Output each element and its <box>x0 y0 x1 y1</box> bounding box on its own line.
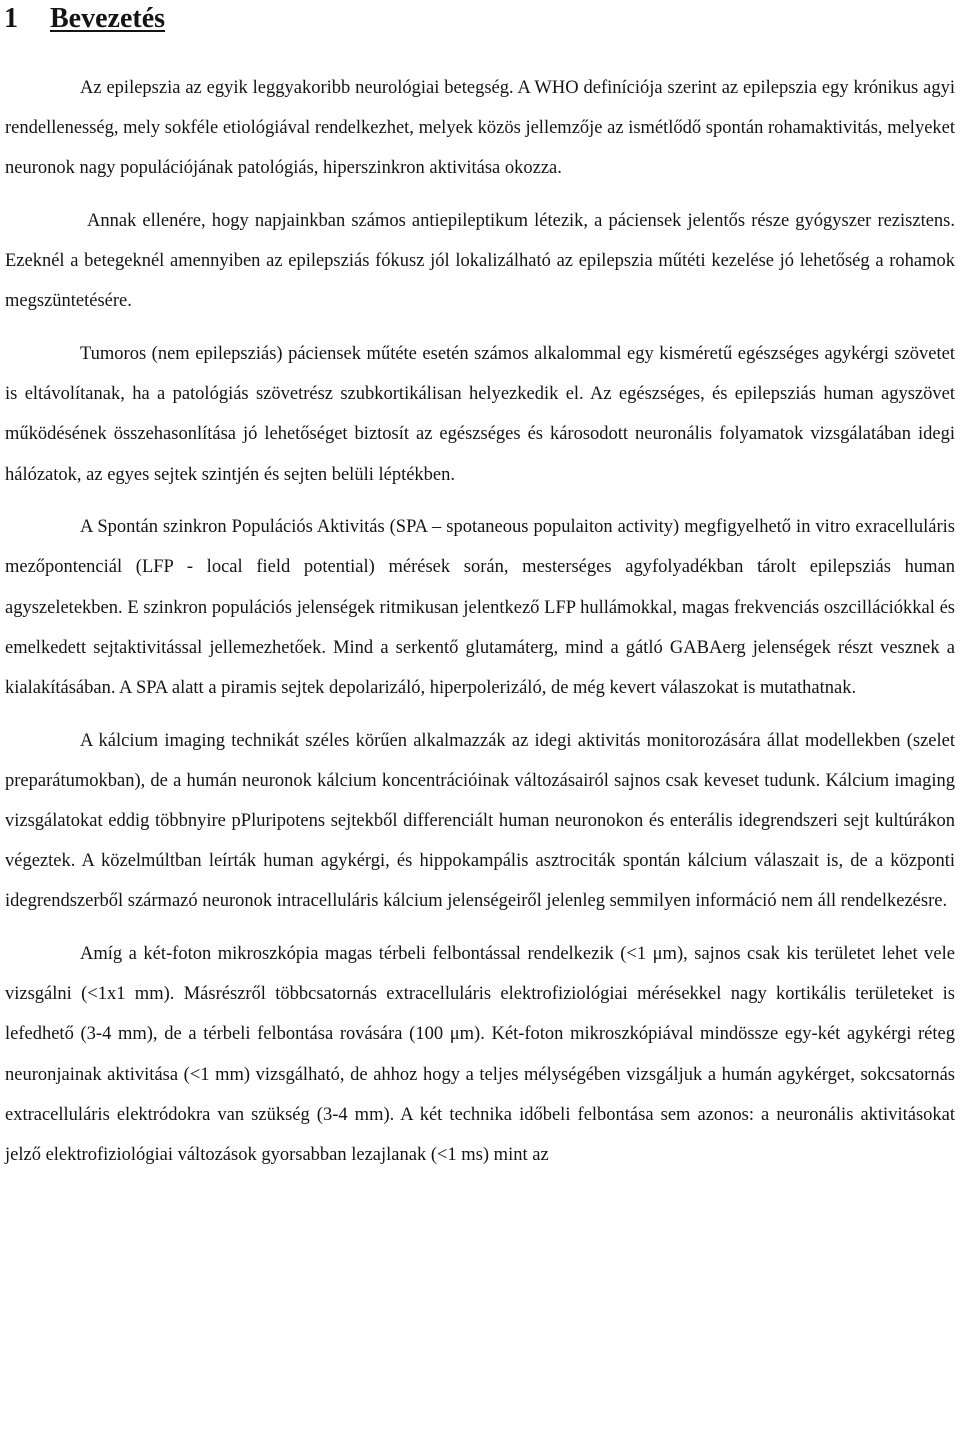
section-number: 1 <box>4 3 18 34</box>
section-title: Bevezetés <box>50 3 166 34</box>
paragraph-spa: A Spontán szinkron Populációs Aktivitás (SPA – spotaneous populaiton activity) megfigyelhető in vitro exracelluláris mezőpontenciál (LFP - local field potential) mérések során, mesterséges agyfolyadékban tárolt epilepsziás human agyszeletekben. E szinkron populációs jelenségek ritmikusan jelentkező LFP hullámokkal, magas frekvenciás oszcillációkkal és emelkedett sejtaktivitással jellemezhetőek. Mind a serkentő glutamáterg, mind a gátló GABAerg jelenségek részt vesznek a kialakításában. A SPA alatt a piramis sejtek depolarizáló, hiperpolerizáló, de még kevert válaszokat is mutathatnak. <box>5 517 955 699</box>
paragraph-two-photon: Amíg a két-foton mikroszkópia magas térbeli felbontással rendelkezik (<1 μm), sajnos csak kis területet lehet vele vizsgálni (<1x1 mm). Másrészről többcsatornás extracelluláris elektrofiziológiai mérésekkel nagy kortikális területeket is lefedhető (3-4 mm), de a térbeli felbontása rovására (100 μm). Két-foton mikroszkópiával mindössze egy-két agykérgi réteg neuronjainak aktivitása (<1 mm) vizsgálható, de ahhoz hogy a teljes mélységében vizsgáljuk a humán agykérget, sokcsatornás extracelluláris elektródokra van szükség (3-4 mm). A két technika időbeli felbontása sem azonos: a neuronális aktivitásokat jelző elektrofiziológiai változások gyorsabban lezajlanak (<1 ms) mint az <box>5 944 955 1166</box>
paragraph-calcium-imaging: A kálcium imaging technikát széles körűen alkalmazzák az idegi aktivitás monitorozására állat modellekben (szelet preparátumokban), de a humán neuronok kálcium koncentrációinak változásairól sajnos csak keveset tudunk. Kálcium imaging vizsgálatokat eddig többnyire pPluripotens sejtekből differenciált human neuronokon és enterális idegrendszeri sejt kultúrákon végeztek. A közelmúltban leírták human agykérgi, és hippokampális asztrociták spontán kálcium válaszait is, de a központi idegrendszerből származó neuronok intracelluláris kálcium jelenségeiről jelenleg semmilyen információ nem áll rendelkezésre. <box>5 730 955 912</box>
paragraph-tumor-surgery: Tumoros (nem epilepsziás) páciensek műtéte esetén számos alkalommal egy kisméretű egészséges agykérgi szövetet is eltávolítanak, ha a patológiás szövetrész szubkortikálisan helyezkedik el. Az egészséges, és epilepsziás human agyszövet működésének összehasonlítása jó lehetőséget biztosít az egészséges és károsodott neuronális folyamatok vizsgálatában idegi hálózatok, az egyes sejtek szintjén és sejten belüli léptékben. <box>5 344 955 485</box>
paragraph-intro: Az epilepszia az egyik leggyakoribb neurológiai betegség. A WHO definíciója szerint az epilepszia egy krónikus agyi rendellenesség, mely sokféle etiológiával rendelkezhet, melyek közös jellemzője az ismétlődő spontán rohamaktivitás, melyeket neuronok nagy populációjának patológiás, hiperszinkron aktivitása okozza. <box>5 78 955 179</box>
document-body <box>5 68 955 1175</box>
section-heading <box>4 0 165 38</box>
paragraph-drug-resistance: Annak ellenére, hogy napjainkban számos antiepileptikum létezik, a páciensek jelentős része gyógyszer rezisztens. Ezeknél a betegeknél amennyiben az epilepsziás fókusz jól lokalizálható az epilepszia műtéti kezelése jó lehetőség a rohamok megszüntetésére. <box>5 211 955 312</box>
